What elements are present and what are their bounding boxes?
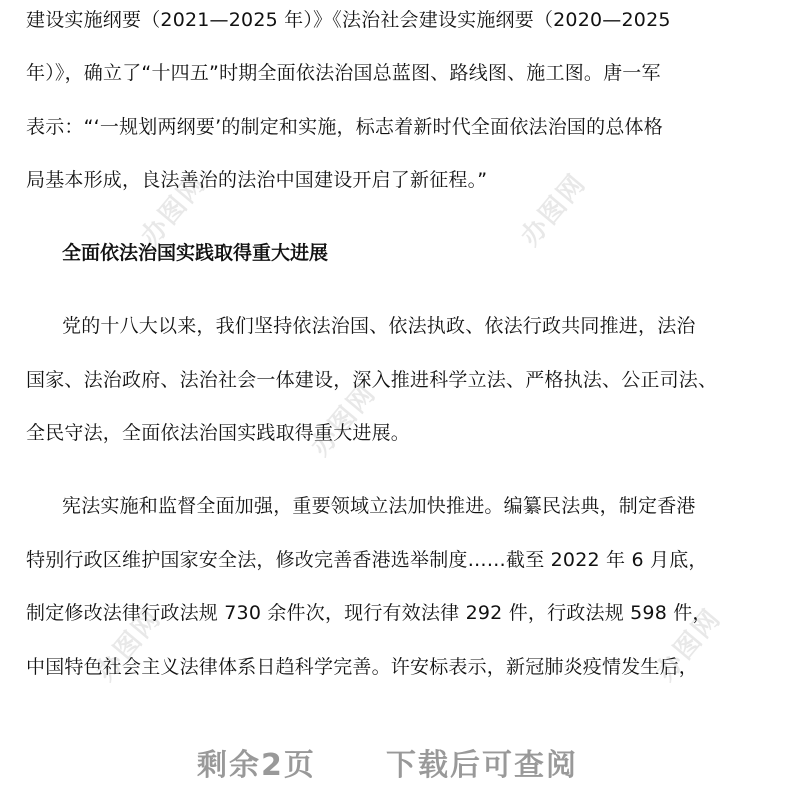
- section-heading: 全面依法治国实践取得重大进展: [62, 242, 329, 264]
- watermark: 办图网: [135, 168, 213, 252]
- paragraph-line: 宪法实施和监督全面加强，重要领域立法加快推进。编纂民法典，制定香港: [62, 495, 696, 517]
- watermark: 办图网: [515, 168, 593, 252]
- paragraph-line: 表示：“‘一规划两纲要’的制定和实施，标志着新时代全面依法治国的总体格: [26, 116, 663, 138]
- paragraph-line: 局基本形成，良法善治的法治中国建设开启了新征程。”: [26, 169, 488, 191]
- paragraph-line: 建设实施纲要（2021—2025 年）》《法治社会建设实施纲要（2020—2025: [26, 9, 671, 31]
- paragraph-line: 制定修改法律行政法规 730 余件次，现行有效法律 292 件，行政法规 598 件，: [26, 602, 712, 624]
- paragraph-line: 中国特色社会主义法律体系日趋科学完善。许安标表示，新冠肺炎疫情发生后，: [26, 656, 699, 678]
- paragraph-line: 特别行政区维护国家安全法，修改完善香港选举制度……截至 2022 年 6 月底，: [26, 549, 708, 571]
- remaining-pages-label: 剩余2页: [197, 748, 316, 783]
- watermark: 办图网: [90, 603, 168, 687]
- watermark: 办图网: [650, 603, 728, 687]
- watermark: 办图网: [305, 378, 383, 462]
- paragraph-line: 国家、法治政府、法治社会一体建设，深入推进科学立法、严格执法、公正司法、: [26, 369, 718, 391]
- paragraph-line: 党的十八大以来，我们坚持依法治国、依法执政、依法行政共同推进，法治: [62, 315, 696, 337]
- paragraph-line: 全民守法，全面依法治国实践取得重大进展。: [26, 422, 411, 444]
- download-prompt-button[interactable]: 下载后可查阅: [386, 748, 578, 783]
- paragraph-line: 年）》，确立了“十四五”时期全面依法治国总蓝图、路线图、施工图。唐一军: [26, 62, 661, 84]
